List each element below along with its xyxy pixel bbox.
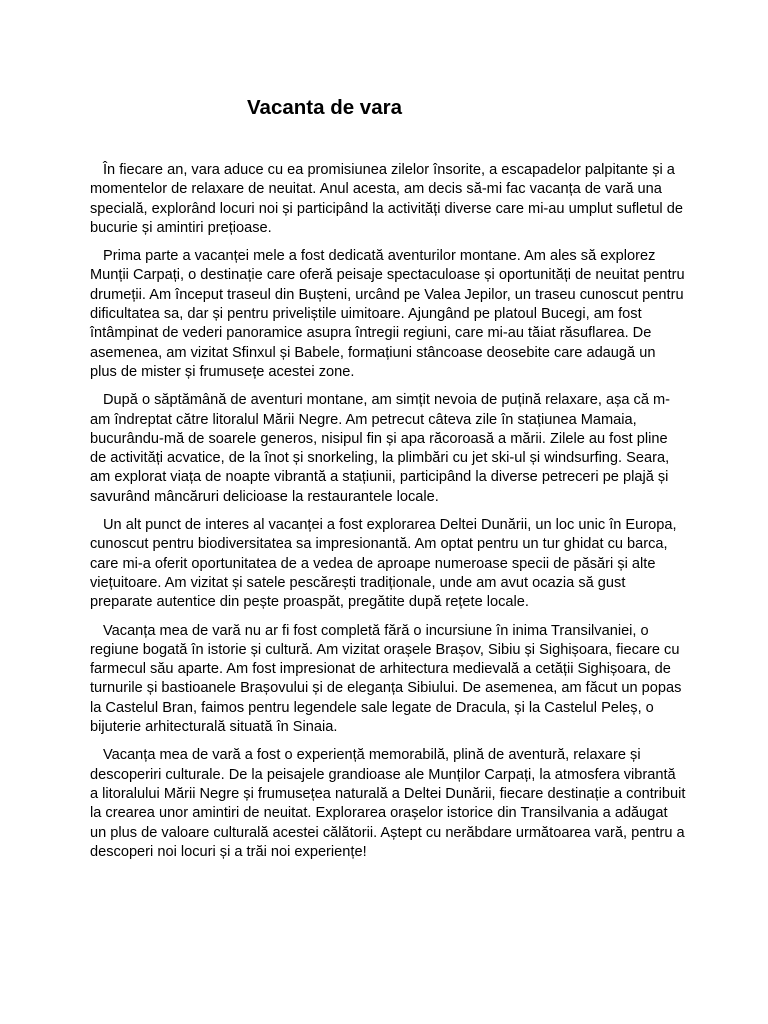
paragraph-black-sea: După o săptămână de aventuri montane, am simțit nevoia de puțină relaxare, așa că m-am îndreptat către litoralul Mării Negre. Am petrecut câteva zile în stațiunea Mamaia, bucurându-mă de soarele generos, nisipul fin și apa răcoroasă a mării. Zilele au fost pline de activități acvatice, de la înot și snorkeling, la plimbări cu jet ski-ul și windsurfing. Seara, am explorat viața de noapte vibrantă a stațiunii, participând la diverse petreceri pe plajă și savurând mâncăruri delicioase la restaurantele locale. — [90, 392, 671, 505]
document-body — [90, 161, 686, 871]
paragraph-conclusion: Vacanța mea de vară a fost o experiență memorabilă, plină de aventură, relaxare și descoperiri culturale. De la peisajele grandioase ale Munților Carpați, la atmosfera vibrantă a litoralului Mării Negre și frumusețea naturală a Deltei Dunării, fiecare destinație a contribuit la crearea unor amintiri de neuitat. Explorarea orașelor istorice din Transilvania a adăugat un plus de valoare culturală acestei călătorii. Aștept cu nerăbdare următoarea vară, pentru a descoperi noi locuri și a trăi noi experiențe! — [90, 747, 686, 860]
document-title: Vacanta de vara — [247, 96, 402, 119]
paragraph-transylvania: Vacanța mea de vară nu ar fi fost completă fără o incursiune în inima Transilvaniei, o regiune bogată în istorie și cultură. Am vizitat orașele Brașov, Sibiu și Sighișoara, fiecare cu farmecul său aparte. Am fost impresionat de arhitectura medievală a cetății Sighișoara, de turnurile și bastioanele Brașovului și de eleganța Sibiului. De asemenea, am făcut un popas la Castelul Bran, faimos pentru legendele sale legate de Dracula, și la Castelul Peleș, o bijuterie arhitecturală situată în Sinaia. — [90, 622, 682, 736]
paragraph-danube-delta: Un alt punct de interes al vacanței a fost explorarea Deltei Dunării, un loc unic în Europa, cunoscut pentru biodiversitatea sa impresionantă. Am optat pentru un tur ghidat cu barca, care mi-a oferit oportunitatea de a vedea de aproape numeroase specii de păsări și alte viețuitoare. Am vizitat și satele pescărești tradiționale, unde am avut ocazia să gust preparate autentice din pește proaspăt, pregătite după rețete locale. — [90, 517, 677, 611]
paragraph-mountains: Prima parte a vacanței mele a fost dedicată aventurilor montane. Am ales să explorez Munții Carpați, o destinație care oferă peisaje spectaculoase și oportunități de neuitat pentru drumeții. Am început traseul din Bușteni, urcând pe Valea Jepilor, un traseu cunoscut pentru dificultatea sa, dar și pentru priveliștile uimitoare. Ajungând pe platoul Bucegi, am fost întâmpinat de vederi panoramice asupra întregii regiuni, care mi-au tăiat răsuflarea. De asemenea, am vizitat Sfinxul și Babele, formațiuni stâncoase deosebite care adaugă un plus de mister și frumusețe acestei zone. — [90, 248, 685, 380]
paragraph-intro: În fiecare an, vara aduce cu ea promisiunea zilelor însorite, a escapadelor palpitante și a momentelor de relaxare de neuitat. Anul acesta, am decis să-mi fac vacanța de vară una specială, explorând locuri noi și participând la activități diverse care mi-au umplut sufletul de bucurie și amintiri prețioase. — [90, 162, 683, 236]
